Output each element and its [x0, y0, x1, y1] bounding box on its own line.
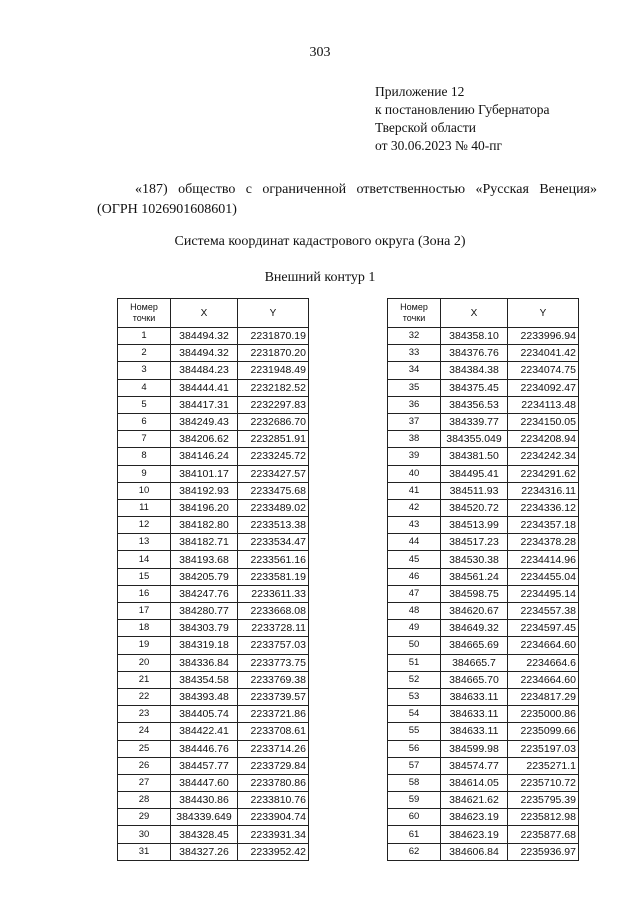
- y-cell: 2234817.29: [508, 688, 579, 705]
- point-number-cell: 37: [388, 413, 441, 430]
- point-number-cell: 62: [388, 843, 441, 860]
- point-number-cell: 16: [118, 585, 171, 602]
- table-row: [118, 362, 309, 379]
- table-header-row: [118, 299, 309, 328]
- x-cell: 384494.32: [171, 345, 238, 362]
- table-row: [118, 534, 309, 551]
- x-cell: 384598.75: [441, 585, 508, 602]
- table-row: [118, 706, 309, 723]
- point-number-cell: 47: [388, 585, 441, 602]
- point-number-cell: 41: [388, 482, 441, 499]
- point-number-cell: 9: [118, 465, 171, 482]
- table-row: [388, 826, 579, 843]
- table-row: [388, 328, 579, 345]
- table-row: [388, 396, 579, 413]
- x-cell: 384193.68: [171, 551, 238, 568]
- y-cell: 2234557.38: [508, 603, 579, 620]
- table-row: [118, 740, 309, 757]
- x-cell: 384206.62: [171, 431, 238, 448]
- point-number-cell: 60: [388, 809, 441, 826]
- x-cell: 384520.72: [441, 499, 508, 516]
- y-cell: 2233489.02: [238, 499, 309, 516]
- y-cell: 2234664.60: [508, 637, 579, 654]
- table-row: [118, 792, 309, 809]
- y-cell: 2234597.45: [508, 620, 579, 637]
- x-cell: 384511.93: [441, 482, 508, 499]
- x-cell: 384339.77: [441, 413, 508, 430]
- table-row: [388, 671, 579, 688]
- point-number-cell: 48: [388, 603, 441, 620]
- point-number-cell: 29: [118, 809, 171, 826]
- x-cell: 384375.45: [441, 379, 508, 396]
- point-number-cell: 5: [118, 396, 171, 413]
- x-cell: 384623.19: [441, 826, 508, 843]
- x-cell: 384513.99: [441, 517, 508, 534]
- y-cell: 2233534.47: [238, 534, 309, 551]
- y-cell: 2235197.03: [508, 740, 579, 757]
- x-cell: 384561.24: [441, 568, 508, 585]
- x-cell: 384355.049: [441, 431, 508, 448]
- table-row: [118, 826, 309, 843]
- y-cell: 2234113.48: [508, 396, 579, 413]
- x-cell: 384336.84: [171, 654, 238, 671]
- y-cell: 2234336.12: [508, 499, 579, 516]
- x-cell: 384327.26: [171, 843, 238, 860]
- y-cell: 2235795.39: [508, 792, 579, 809]
- y-cell: 2234150.05: [508, 413, 579, 430]
- y-cell: 2233769.38: [238, 671, 309, 688]
- table-row: [388, 482, 579, 499]
- appendix-line: от 30.06.2023 № 40-пг: [375, 138, 502, 153]
- point-number-cell: 61: [388, 826, 441, 843]
- x-cell: 384381.50: [441, 448, 508, 465]
- header-point-line2: точки: [402, 313, 426, 323]
- table-row: [118, 757, 309, 774]
- x-cell: 384484.23: [171, 362, 238, 379]
- point-number-cell: 35: [388, 379, 441, 396]
- table-row: [388, 362, 579, 379]
- table-row: [388, 723, 579, 740]
- table-row: [388, 740, 579, 757]
- table-row: [118, 413, 309, 430]
- y-cell: 2235099.66: [508, 723, 579, 740]
- table-row: [388, 654, 579, 671]
- x-cell: 384665.69: [441, 637, 508, 654]
- x-cell: 384249.43: [171, 413, 238, 430]
- y-cell: 2233714.26: [238, 740, 309, 757]
- table-row: [388, 774, 579, 791]
- point-number-cell: 24: [118, 723, 171, 740]
- x-cell: 384614.05: [441, 774, 508, 791]
- point-number-cell: 31: [118, 843, 171, 860]
- point-number-cell: 53: [388, 688, 441, 705]
- y-cell: 2232182.52: [238, 379, 309, 396]
- point-number-cell: 28: [118, 792, 171, 809]
- y-cell: 2233810.76: [238, 792, 309, 809]
- y-cell: 2231870.20: [238, 345, 309, 362]
- x-cell: 384649.32: [441, 620, 508, 637]
- coordinates-table-left: [117, 298, 309, 861]
- y-cell: 2234316.11: [508, 482, 579, 499]
- table-row: [118, 723, 309, 740]
- point-number-cell: 42: [388, 499, 441, 516]
- table-row: [118, 448, 309, 465]
- x-cell: 384517.23: [441, 534, 508, 551]
- point-number-cell: 13: [118, 534, 171, 551]
- point-number-cell: 38: [388, 431, 441, 448]
- table-row: [118, 585, 309, 602]
- x-cell: 384376.76: [441, 345, 508, 362]
- x-cell: 384196.20: [171, 499, 238, 516]
- point-number-cell: 45: [388, 551, 441, 568]
- table-row: [118, 809, 309, 826]
- point-number-cell: 20: [118, 654, 171, 671]
- point-number-cell: 30: [118, 826, 171, 843]
- appendix-line: Приложение 12: [375, 84, 465, 99]
- y-cell: 2232297.83: [238, 396, 309, 413]
- point-number-cell: 58: [388, 774, 441, 791]
- table-row: [388, 345, 579, 362]
- y-cell: 2233581.19: [238, 568, 309, 585]
- table-row: [118, 499, 309, 516]
- x-cell: 384621.62: [441, 792, 508, 809]
- point-number-cell: 46: [388, 568, 441, 585]
- x-cell: 384623.19: [441, 809, 508, 826]
- y-cell: 2233780.86: [238, 774, 309, 791]
- x-cell: 384446.76: [171, 740, 238, 757]
- y-cell: 2234291.62: [508, 465, 579, 482]
- y-cell: 2233773.75: [238, 654, 309, 671]
- table-row: [118, 620, 309, 637]
- x-cell: 384192.93: [171, 482, 238, 499]
- point-number-cell: 40: [388, 465, 441, 482]
- y-cell: 2234664.6: [508, 654, 579, 671]
- y-cell: 2234242.34: [508, 448, 579, 465]
- point-number-cell: 32: [388, 328, 441, 345]
- point-number-cell: 4: [118, 379, 171, 396]
- point-number-cell: 21: [118, 671, 171, 688]
- x-cell: 384354.58: [171, 671, 238, 688]
- y-cell: 2234041.42: [508, 345, 579, 362]
- x-cell: 384457.77: [171, 757, 238, 774]
- y-cell: 2233513.38: [238, 517, 309, 534]
- x-cell: 384146.24: [171, 448, 238, 465]
- table-row: [118, 568, 309, 585]
- point-number-cell: 44: [388, 534, 441, 551]
- y-cell: 2235936.97: [508, 843, 579, 860]
- table-row: [118, 517, 309, 534]
- x-cell: 384303.79: [171, 620, 238, 637]
- point-number-cell: 51: [388, 654, 441, 671]
- y-cell: 2234208.94: [508, 431, 579, 448]
- table-row: [388, 757, 579, 774]
- y-cell: 2234092.47: [508, 379, 579, 396]
- point-number-cell: 52: [388, 671, 441, 688]
- y-cell: 2234074.75: [508, 362, 579, 379]
- appendix-block: [375, 83, 549, 155]
- x-cell: 384280.77: [171, 603, 238, 620]
- x-cell: 384633.11: [441, 688, 508, 705]
- x-cell: 384356.53: [441, 396, 508, 413]
- table-row: [118, 654, 309, 671]
- table-row: [388, 379, 579, 396]
- point-number-cell: 23: [118, 706, 171, 723]
- header-point-line1: Номер: [400, 302, 428, 312]
- table-row: [388, 568, 579, 585]
- x-cell: 384620.67: [441, 603, 508, 620]
- y-cell: 2233931.34: [238, 826, 309, 843]
- y-cell: 2233708.61: [238, 723, 309, 740]
- x-cell: 384665.70: [441, 671, 508, 688]
- table-row: [388, 448, 579, 465]
- appendix-line: Тверской области: [375, 120, 476, 135]
- table-row: [118, 688, 309, 705]
- table-row: [118, 843, 309, 860]
- table-row: [388, 551, 579, 568]
- x-cell: 384205.79: [171, 568, 238, 585]
- y-cell: 2233611.33: [238, 585, 309, 602]
- table-row: [388, 637, 579, 654]
- y-cell: 2234455.04: [508, 568, 579, 585]
- header-y: Y: [508, 299, 579, 328]
- table-row: [388, 413, 579, 430]
- table-row: [118, 774, 309, 791]
- point-number-cell: 55: [388, 723, 441, 740]
- x-cell: 384444.41: [171, 379, 238, 396]
- y-cell: 2233245.72: [238, 448, 309, 465]
- point-number-cell: 12: [118, 517, 171, 534]
- y-cell: 2235710.72: [508, 774, 579, 791]
- y-cell: 2234414.96: [508, 551, 579, 568]
- x-cell: 384417.31: [171, 396, 238, 413]
- table-header-row: [388, 299, 579, 328]
- x-cell: 384495.41: [441, 465, 508, 482]
- point-number-cell: 15: [118, 568, 171, 585]
- y-cell: 2233427.57: [238, 465, 309, 482]
- point-number-cell: 59: [388, 792, 441, 809]
- table-row: [118, 465, 309, 482]
- header-point-line2: точки: [132, 313, 156, 323]
- x-cell: 384494.32: [171, 328, 238, 345]
- table-row: [118, 637, 309, 654]
- point-number-cell: 11: [118, 499, 171, 516]
- point-number-cell: 56: [388, 740, 441, 757]
- y-cell: 2234495.14: [508, 585, 579, 602]
- table-row: [118, 396, 309, 413]
- x-cell: 384319.18: [171, 637, 238, 654]
- point-number-cell: 36: [388, 396, 441, 413]
- y-cell: 2231948.49: [238, 362, 309, 379]
- header-point-number: [388, 299, 441, 328]
- x-cell: 384328.45: [171, 826, 238, 843]
- x-cell: 384430.86: [171, 792, 238, 809]
- appendix-line: к постановлению Губернатора: [375, 102, 550, 117]
- x-cell: 384247.76: [171, 585, 238, 602]
- point-number-cell: 33: [388, 345, 441, 362]
- point-number-cell: 18: [118, 620, 171, 637]
- table-row: [118, 671, 309, 688]
- point-number-cell: 43: [388, 517, 441, 534]
- y-cell: 2233904.74: [238, 809, 309, 826]
- table-row: [118, 431, 309, 448]
- y-cell: 2233728.11: [238, 620, 309, 637]
- x-cell: 384101.17: [171, 465, 238, 482]
- table-row: [118, 482, 309, 499]
- y-cell: 2233757.03: [238, 637, 309, 654]
- y-cell: 2233996.94: [508, 328, 579, 345]
- table-row: [388, 843, 579, 860]
- y-cell: 2235000.86: [508, 706, 579, 723]
- point-number-cell: 2: [118, 345, 171, 362]
- x-cell: 384182.80: [171, 517, 238, 534]
- table-row: [118, 603, 309, 620]
- y-cell: 2231870.19: [238, 328, 309, 345]
- y-cell: 2233561.16: [238, 551, 309, 568]
- table-row: [388, 465, 579, 482]
- table-row: [388, 706, 579, 723]
- coordinates-table-right: [387, 298, 579, 861]
- y-cell: 2234357.18: [508, 517, 579, 534]
- table-row: [388, 585, 579, 602]
- organization-block: [97, 180, 597, 220]
- organization-ogrn: (ОГРН 1026901608601): [97, 202, 237, 217]
- x-cell: 384665.7: [441, 654, 508, 671]
- x-cell: 384447.60: [171, 774, 238, 791]
- y-cell: 2234664.60: [508, 671, 579, 688]
- y-cell: 2235271.1: [508, 757, 579, 774]
- y-cell: 2233721.86: [238, 706, 309, 723]
- y-cell: 2232686.70: [238, 413, 309, 430]
- point-number-cell: 10: [118, 482, 171, 499]
- x-cell: 384384.38: [441, 362, 508, 379]
- point-number-cell: 39: [388, 448, 441, 465]
- x-cell: 384405.74: [171, 706, 238, 723]
- header-point-line1: Номер: [130, 302, 158, 312]
- x-cell: 384599.98: [441, 740, 508, 757]
- x-cell: 384358.10: [441, 328, 508, 345]
- y-cell: 2234378.28: [508, 534, 579, 551]
- header-x: X: [441, 299, 508, 328]
- point-number-cell: 27: [118, 774, 171, 791]
- header-y: Y: [238, 299, 309, 328]
- table-row: [388, 431, 579, 448]
- y-cell: 2233729.84: [238, 757, 309, 774]
- table-row: [118, 379, 309, 396]
- point-number-cell: 8: [118, 448, 171, 465]
- y-cell: 2235812.98: [508, 809, 579, 826]
- y-cell: 2233475.68: [238, 482, 309, 499]
- contour-title: Внешний контур 1: [264, 270, 376, 285]
- page-number: 303: [309, 45, 331, 60]
- y-cell: 2233668.08: [238, 603, 309, 620]
- x-cell: 384339.649: [171, 809, 238, 826]
- x-cell: 384422.41: [171, 723, 238, 740]
- point-number-cell: 26: [118, 757, 171, 774]
- point-number-cell: 49: [388, 620, 441, 637]
- x-cell: 384633.11: [441, 723, 508, 740]
- x-cell: 384393.48: [171, 688, 238, 705]
- table-row: [388, 809, 579, 826]
- point-number-cell: 17: [118, 603, 171, 620]
- header-point-number: [118, 299, 171, 328]
- x-cell: 384606.84: [441, 843, 508, 860]
- point-number-cell: 19: [118, 637, 171, 654]
- x-cell: 384182.71: [171, 534, 238, 551]
- table-row: [388, 534, 579, 551]
- point-number-cell: 14: [118, 551, 171, 568]
- y-cell: 2232851.91: [238, 431, 309, 448]
- y-cell: 2233952.42: [238, 843, 309, 860]
- header-x: X: [171, 299, 238, 328]
- table-row: [388, 499, 579, 516]
- y-cell: 2235877.68: [508, 826, 579, 843]
- point-number-cell: 50: [388, 637, 441, 654]
- point-number-cell: 34: [388, 362, 441, 379]
- point-number-cell: 22: [118, 688, 171, 705]
- x-cell: 384574.77: [441, 757, 508, 774]
- table-row: [388, 517, 579, 534]
- table-row: [118, 345, 309, 362]
- point-number-cell: 6: [118, 413, 171, 430]
- table-row: [118, 328, 309, 345]
- x-cell: 384530.38: [441, 551, 508, 568]
- x-cell: 384633.11: [441, 706, 508, 723]
- table-row: [388, 792, 579, 809]
- point-number-cell: 3: [118, 362, 171, 379]
- y-cell: 2233739.57: [238, 688, 309, 705]
- point-number-cell: 25: [118, 740, 171, 757]
- organization-name: «187) общество с ограниченной ответственностью «Русская Венеция»: [135, 182, 597, 197]
- point-number-cell: 57: [388, 757, 441, 774]
- point-number-cell: 7: [118, 431, 171, 448]
- point-number-cell: 54: [388, 706, 441, 723]
- table-row: [388, 688, 579, 705]
- table-row: [388, 620, 579, 637]
- coordinate-system-title: Система координат кадастрового округа (Зона 2): [174, 234, 466, 249]
- table-row: [388, 603, 579, 620]
- table-row: [118, 551, 309, 568]
- point-number-cell: 1: [118, 328, 171, 345]
